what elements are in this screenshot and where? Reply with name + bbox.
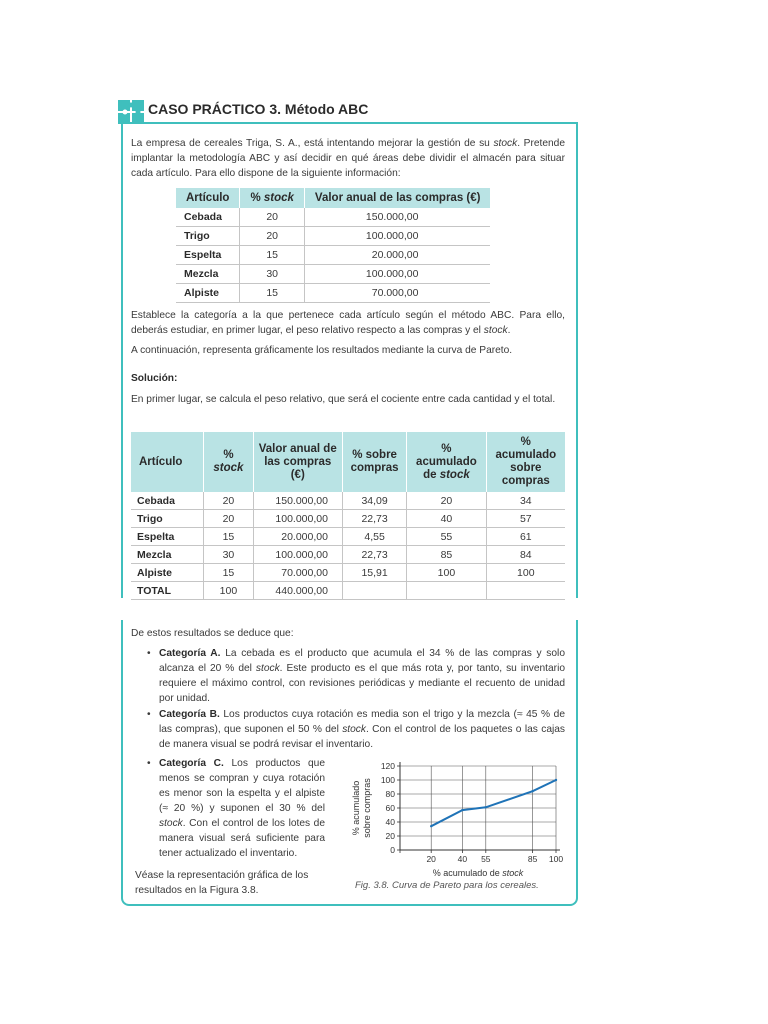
col-header-value: Valor anual de las compras (€) (253, 432, 342, 492)
figure-reference: Véase la representación gráfica de los resultados en la Figura 3.8. (135, 870, 309, 896)
table-row-total: TOTAL 100 440.000,00 (131, 582, 565, 600)
puzzle-icon (116, 96, 146, 124)
pareto-chart (345, 758, 573, 890)
results-table (131, 432, 565, 600)
conclusions-lead: De estos resultados se deduce que: (131, 628, 294, 639)
y-tick-label: 80 (385, 789, 395, 799)
table-row: Cebada 20 150.000,00 34,09 20 34 (131, 492, 565, 510)
x-tick-label: 40 (457, 854, 468, 864)
category-b-item: • Categoría B. Los productos cuya rotación es media son el trigo y la mezcla (≈ 45 % de las compras), que suponen el 50 % del stock. Con el control de los paquetes o las cajas de manera visual se podrá revisar el inventario. (147, 709, 566, 750)
y-tick-label: 20 (385, 831, 395, 841)
table-row: Cebada 20 150.000,00 (176, 208, 490, 227)
col-header-article: Artículo (131, 432, 204, 492)
intro-paragraph: La empresa de cereales Triga, S. A., está intentando mejorar la gestión de su stock. Pretende implantar la metodología ABC y así decidir en qué áreas debe dividir el almacén para situar cada artículo. Para ello dispone de la siguiente información: (131, 138, 565, 179)
y-tick-label: 40 (385, 817, 395, 827)
x-tick-label: 85 (527, 854, 538, 864)
data-point (430, 825, 432, 827)
table-row: Mezcla 30 100.000,00 (176, 265, 490, 284)
col-header-stock: % stock (240, 188, 304, 208)
col-header-pct-purchases: % sobre compras (342, 432, 406, 492)
x-tick-label: 100 (548, 854, 564, 864)
chart-labels (351, 761, 563, 878)
x-tick-label: 20 (426, 854, 436, 864)
y-tick-label: 100 (380, 775, 395, 785)
table-row: Mezcla 30 100.000,00 22,73 85 84 (131, 546, 565, 564)
data-point (485, 806, 487, 808)
data-point (555, 779, 557, 781)
y-axis-label: % acumulado (351, 780, 361, 836)
frame-top-border (121, 122, 578, 124)
col-header-stock: % stock (204, 432, 253, 492)
data-point (531, 790, 533, 792)
chart-series (430, 779, 557, 828)
table-row: Espelta 15 20.000,00 4,55 55 61 (131, 528, 565, 546)
category-c-item: • Categoría C. Los productos que menos se compran y cuya rotación es menor son la espelta y el alpiste (≈ 20 %) y suponen el 30 % del stock. Con el control de los lotes de manera visual será suficiente para tener actualizado el inventario. (147, 758, 325, 859)
col-header-article: Artículo (176, 188, 240, 208)
table-row: Trigo 20 100.000,00 (176, 227, 490, 246)
solution-label: Solución: (131, 373, 178, 384)
table-row: Espelta 15 20.000,00 (176, 246, 490, 265)
solution-paragraph: En primer lugar, se calcula el peso relativo, que será el cociente entre cada cantidad y el total. (131, 394, 556, 405)
y-tick-label: 60 (385, 803, 395, 813)
section-title: CASO PRÁCTICO 3. Método ABC (148, 101, 369, 117)
y-tick-label: 120 (380, 761, 395, 771)
pareto-instruction: A continuación, representa gráficamente los resultados mediante la curva de Pareto. (131, 345, 513, 356)
table-row: Alpiste 15 70.000,00 15,91 100 100 (131, 564, 565, 582)
table-row: Trigo 20 100.000,00 22,73 40 57 (131, 510, 565, 528)
x-axis-label: % acumulado de stock (432, 868, 524, 878)
frame-right-border (576, 122, 578, 598)
pareto-curve (431, 780, 556, 826)
table-row: Alpiste 15 70.000,00 (176, 284, 490, 303)
task-paragraph: Establece la categoría a la que pertenece cada artículo según el método ABC. Para ello, deberás estudiar, en primer lugar, el peso relativo respecto a las compras y el stock. (131, 310, 565, 336)
col-header-cum-purchases: % acumulado sobre compras (486, 432, 565, 492)
col-header-cum-stock: % acumulado de stock (407, 432, 486, 492)
category-a-item: • Categoría A. La cebada es el producto que acumula el 34 % de las compras y solo alcanza el 20 % del stock. Este producto es el que más rota y, por tanto, su inventario requiere el máximo control, con revisiones periódicas y mediante el recuento de unidad por unidad. (147, 648, 565, 704)
x-tick-label: 55 (481, 854, 491, 864)
col-header-value: Valor anual de las compras (€) (304, 188, 490, 208)
y-axis-label: sobre compras (362, 778, 372, 838)
y-tick-label: 0 (390, 845, 395, 855)
figure-caption: Fig. 3.8. Curva de Pareto para los cereales. (355, 880, 539, 891)
data-point (461, 809, 463, 811)
purchase-table (176, 188, 490, 303)
frame-left-border (121, 122, 123, 598)
